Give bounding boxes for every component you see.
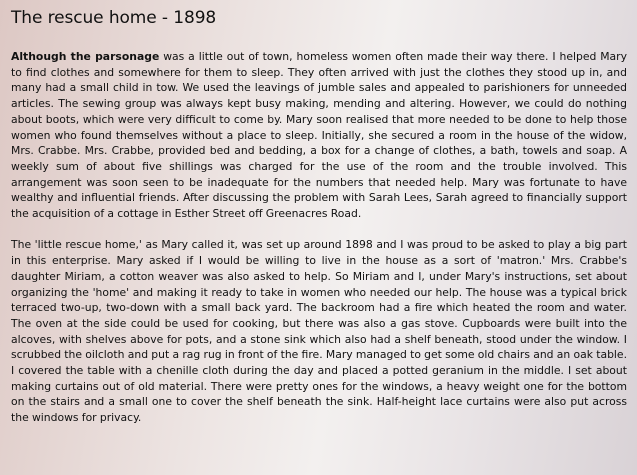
paragraph-1-body: was a little out of town, homeless women often made their way there. I helped Mary to find clothes and somewhere for them to sleep. They often arrived with just the clothes they stood up in, and many had a small child in tow. We used the leavings of jumble sales and appealed to parishioners for unneeded articles. The sewing group was always kept busy making, mending and altering. However, we could do nothing about boots, which were very difficult to come by. Mary soon realised that more needed to be done to help those women who found themselves without a place to sleep. Initially, she secured a room in the house of the widow, Mrs. Crabbe. Mrs. Crabbe, provided bed and bedding, a box for a change of clothes, a bath, towels and soap. A weekly sum of about five shillings was charged for the use of the room and the trouble involved. This arrangement was soon seen to be inadequate for the numbers that needed help. Mary was fortunate to have wealthy and influential friends. After discussing the problem with Sarah Lees, Sarah agreed to financially support the acquisition of a cottage in Esther Street off Greenacres Road. <box>11 50 627 221</box>
paragraph-1 <box>11 49 627 222</box>
page-title: The rescue home - 1898 <box>11 8 217 28</box>
paragraph-1-lead: Although the parsonage <box>11 50 160 63</box>
article-body <box>11 49 627 442</box>
paragraph-2: The 'little rescue home,' as Mary called it, was set up around 1898 and I was proud to be asked to play a big part in this enterprise. Mary asked if I would be willing to live in the house as a sort of 'matron.' Mrs. Crabbe's daughter Miriam, a cotton weaver was also asked to help. So Miriam and I, under Mary's instructions, set about organizing the 'home' and making it ready to take in women who needed our help. The house was a typical brick terraced two-up, two-down with a small back yard. The backroom had a fire which heated the room and water. The oven at the side could be used for cooking, but there was also a gas stove. Cupboards were built into the alcoves, with shelves above for pots, and a stone sink which also had a shelf beneath, stood under the window. I scrubbed the oilcloth and put a rag rug in front of the fire. Mary managed to get some old chairs and an oak table. I covered the table with a chenille cloth during the day and placed a potted geranium in the middle. I set about making curtains out of old material. There were pretty ones for the windows, a heavy weight one for the bottom on the stairs and a small one to cover the shelf beneath the sink. Half-height lace curtains were also put across the windows for privacy. <box>11 238 627 425</box>
